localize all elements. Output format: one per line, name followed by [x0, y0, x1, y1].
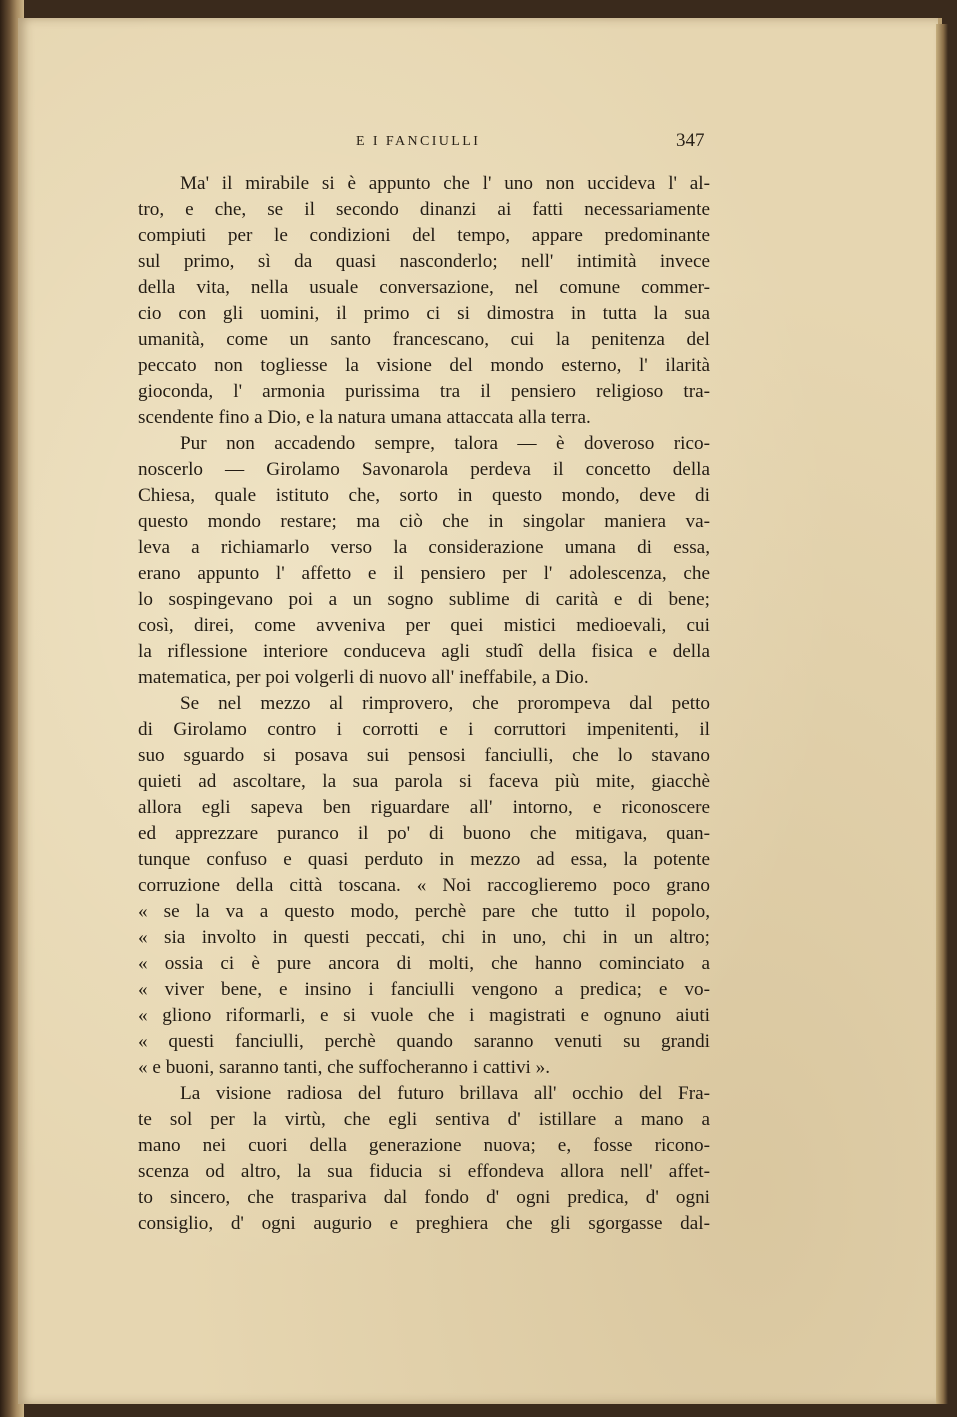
text-line: peccato non togliesse la visione del mondo esterno, l' ilarità [138, 355, 710, 376]
page-edge [936, 24, 948, 1404]
text-line: leva a richiamarlo verso la considerazione umana di essa, [138, 537, 710, 558]
text-line: di Girolamo contro i corrotti e i corruttori impenitenti, il [138, 719, 710, 740]
text-line: « se la va a questo modo, perchè pare che tutto il popolo, [138, 901, 710, 922]
text-line: allora egli sapeva ben riguardare all' intorno, e riconoscere [138, 797, 710, 818]
text-line: « ossia ci è pure ancora di molti, che hanno cominciato a [138, 953, 710, 974]
text-line: Pur non accadendo sempre, talora — è doveroso rico- [180, 433, 710, 454]
page-header [0, 116, 957, 156]
text-line: tunque confuso e quasi perduto in mezzo ad essa, la potente [138, 849, 710, 870]
text-line: consiglio, d' ogni augurio e preghiera che gli sgorgasse dal- [138, 1213, 710, 1234]
text-line: Ma' il mirabile si è appunto che l' uno non uccideva l' al- [180, 173, 710, 194]
page-number: 347 [676, 130, 705, 151]
running-title: E I FANCIULLI [356, 134, 481, 149]
text-line: erano appunto l' affetto e il pensiero per l' adolescenza, che [138, 563, 710, 584]
text-line: la riflessione interiore conduceva agli studî della fisica e della [138, 641, 710, 662]
text-line: suo sguardo si posava sui pensosi fanciulli, che lo stavano [138, 745, 710, 766]
text-line: « questi fanciulli, perchè quando saranno venuti su grandi [138, 1031, 710, 1052]
text-line: « viver bene, e insino i fanciulli vengono a predica; e vo- [138, 979, 710, 1000]
text-line: compiuti per le condizioni del tempo, appare predominante [138, 225, 710, 246]
text-line: sul primo, sì da quasi nasconderlo; nell' intimità invece [138, 251, 710, 272]
text-line: cio con gli uomini, il primo ci si dimostra in tutta la sua [138, 303, 710, 324]
text-line: della vita, nella usuale conversazione, nel comune commer- [138, 277, 710, 298]
text-line: ed apprezzare puranco il po' di buono che mitigava, quan- [138, 823, 710, 844]
text-line: mano nei cuori della generazione nuova; e, fosse ricono- [138, 1135, 710, 1156]
text-line: scenza od altro, la sua fiducia si effondeva allora nell' affet- [138, 1161, 710, 1182]
text-line: umanità, come un santo francescano, cui la penitenza del [138, 329, 710, 350]
text-line: « sia involto in questi peccati, chi in uno, chi in un altro; [138, 927, 710, 948]
text-line: così, direi, come avveniva per quei mistici medioevali, cui [138, 615, 710, 636]
text-line: lo sospingevano poi a un sogno sublime di carità e di bene; [138, 589, 710, 610]
text-line: matematica, per poi volgerli di nuovo all' ineffabile, a Dio. [138, 667, 589, 688]
text-line: La visione radiosa del futuro brillava all' occhio del Fra- [180, 1083, 710, 1104]
text-line: tro, e che, se il secondo dinanzi ai fatti necessariamente [138, 199, 710, 220]
text-line: te sol per la virtù, che egli sentiva d' istillare a mano a [138, 1109, 710, 1130]
text-line: noscerlo — Girolamo Savonarola perdeva il concetto della [138, 459, 710, 480]
text-line: corruzione della città toscana. « Noi raccoglieremo poco grano [138, 875, 710, 896]
text-line: « gliono riformarli, e si vuole che i magistrati e ognuno aiuti [138, 1005, 710, 1026]
text-line: gioconda, l' armonia purissima tra il pensiero religioso tra- [138, 381, 710, 402]
text-line: quieti ad ascoltare, la sua parola si faceva più mite, giacchè [138, 771, 710, 792]
text-line: scendente fino a Dio, e la natura umana attaccata alla terra. [138, 407, 591, 428]
text-line: Se nel mezzo al rimprovero, che prorompeva dal petto [180, 693, 710, 714]
body-text [138, 171, 710, 1237]
text-line: Chiesa, quale istituto che, sorto in questo mondo, deve di [138, 485, 710, 506]
text-line: to sincero, che traspariva dal fondo d' ogni predica, d' ogni [138, 1187, 710, 1208]
text-line: questo mondo restare; ma ciò che in singolar maniera va- [138, 511, 710, 532]
text-line: « e buoni, saranno tanti, che suffocheranno i cattivi ». [138, 1057, 551, 1078]
